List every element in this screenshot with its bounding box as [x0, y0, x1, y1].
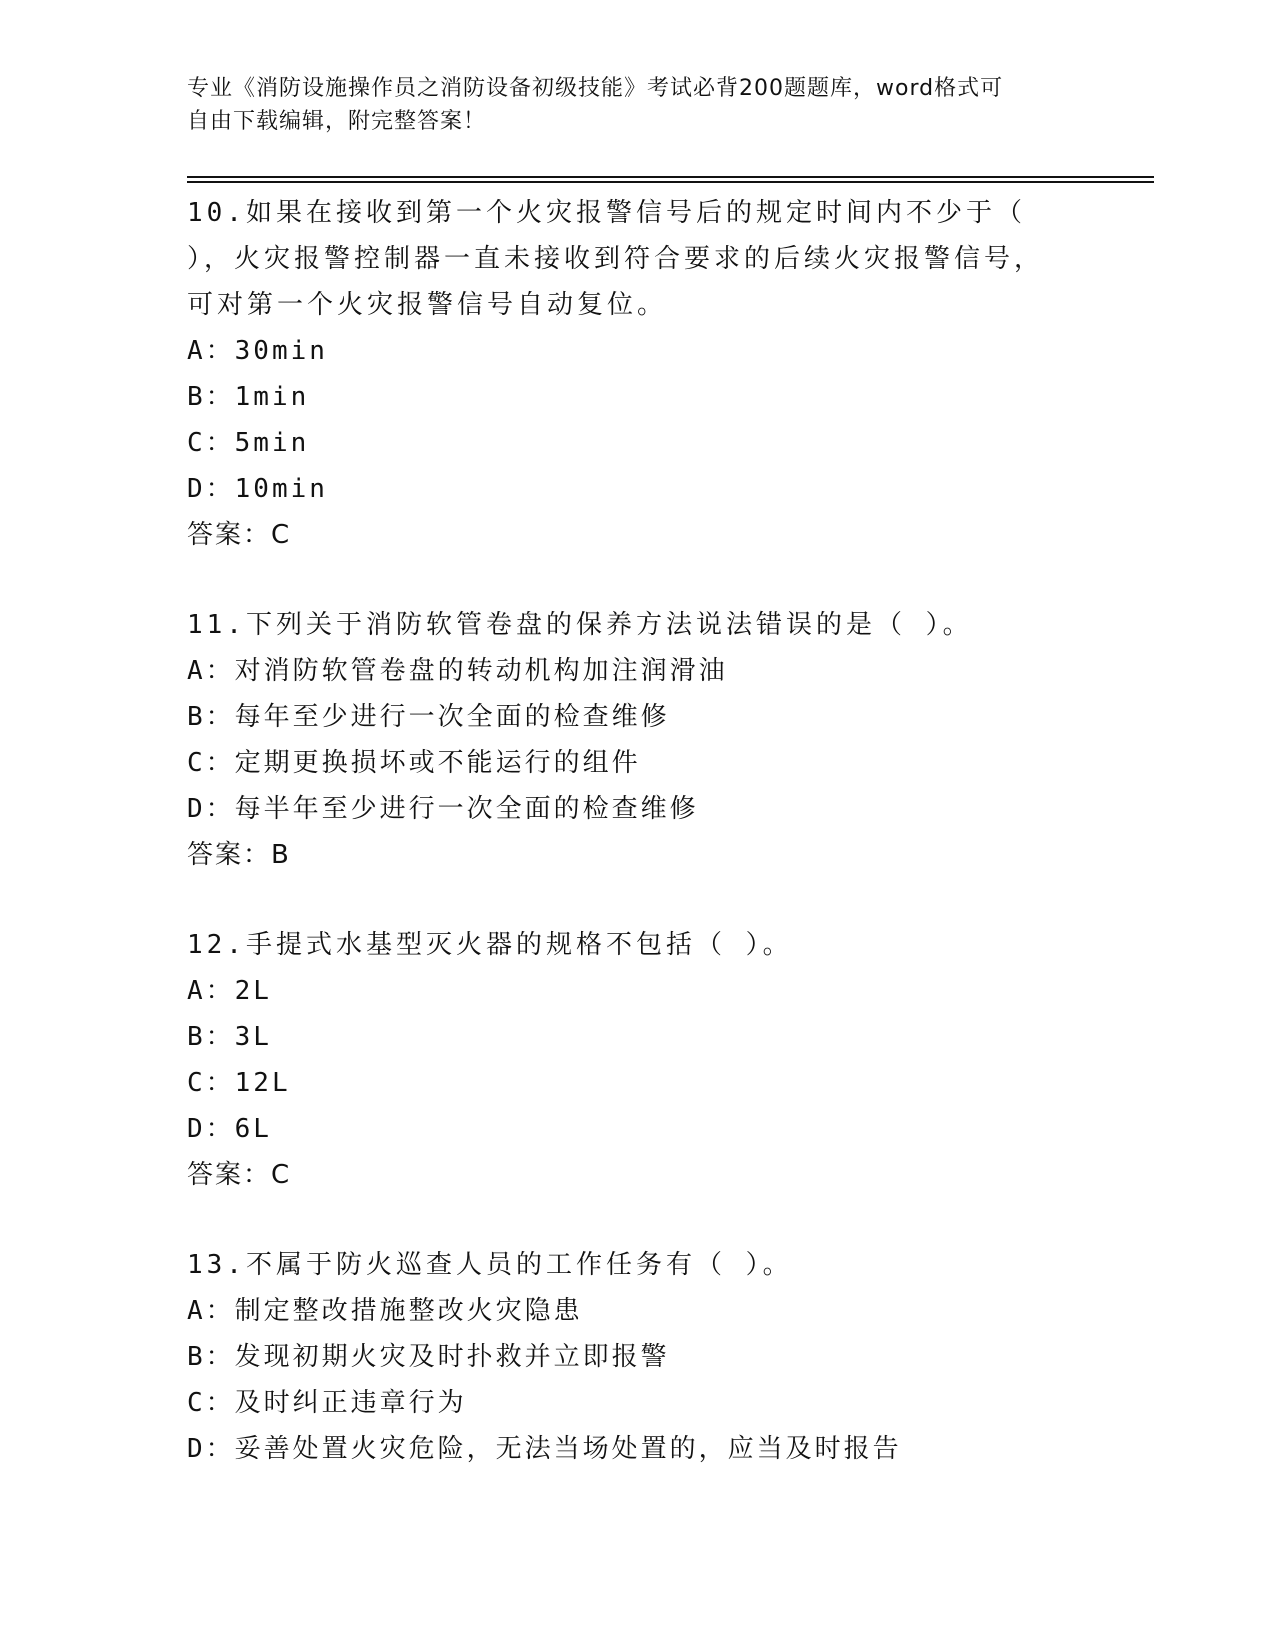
option-d: D：10min: [187, 474, 328, 504]
option-c: C：12L: [187, 1068, 291, 1098]
option-d: D：6L: [187, 1114, 272, 1144]
option-d: D：妥善处置火灾危险，无法当场处置的，应当及时报告: [187, 1434, 902, 1464]
question-text: 13.不属于防火巡查人员的工作任务有（ ）。: [187, 1250, 793, 1280]
header-divider-top: [187, 176, 1154, 178]
option-c: C：定期更换损坏或不能运行的组件: [187, 748, 641, 778]
option-d: D：每半年至少进行一次全面的检查维修: [187, 794, 699, 824]
header-line-1: 专业《消防设施操作员之消防设备初级技能》考试必背200题题库，word格式可: [187, 76, 1004, 101]
question-10: [187, 190, 1067, 558]
question-list: [187, 190, 1067, 1516]
question-11: [187, 602, 1067, 878]
question-text: 10.如果在接收到第一个火灾报警信号后的规定时间内不少于（ ），火灾报警控制器一直未接收到符合要求的后续火灾报警信号，可对第一个火灾报警信号自动复位。: [187, 198, 1045, 320]
header-divider-bottom: [187, 181, 1154, 183]
option-c: C：及时纠正违章行为: [187, 1388, 467, 1418]
answer: 答案：C: [187, 520, 292, 550]
question-12: [187, 922, 1067, 1198]
answer: 答案：B: [187, 840, 291, 870]
option-c: C：5min: [187, 428, 310, 458]
document-header: [187, 72, 1067, 138]
answer: 答案：C: [187, 1160, 292, 1190]
header-line-2: 自由下载编辑，附完整答案！: [187, 109, 487, 134]
question-text: 12.手提式水基型灭火器的规格不包括（ ）。: [187, 930, 793, 960]
question-13: [187, 1242, 1067, 1472]
option-a: A：对消防软管卷盘的转动机构加注润滑油: [187, 656, 728, 686]
question-text: 11.下列关于消防软管卷盘的保养方法说法错误的是（ ）。: [187, 610, 973, 640]
option-b: B：每年至少进行一次全面的检查维修: [187, 702, 670, 732]
option-b: B：1min: [187, 382, 310, 412]
option-a: A：30min: [187, 336, 328, 366]
option-a: A：2L: [187, 976, 272, 1006]
option-b: B：3L: [187, 1022, 272, 1052]
option-a: A：制定整改措施整改火灾隐患: [187, 1296, 583, 1326]
option-b: B：发现初期火灾及时扑救并立即报警: [187, 1342, 670, 1372]
